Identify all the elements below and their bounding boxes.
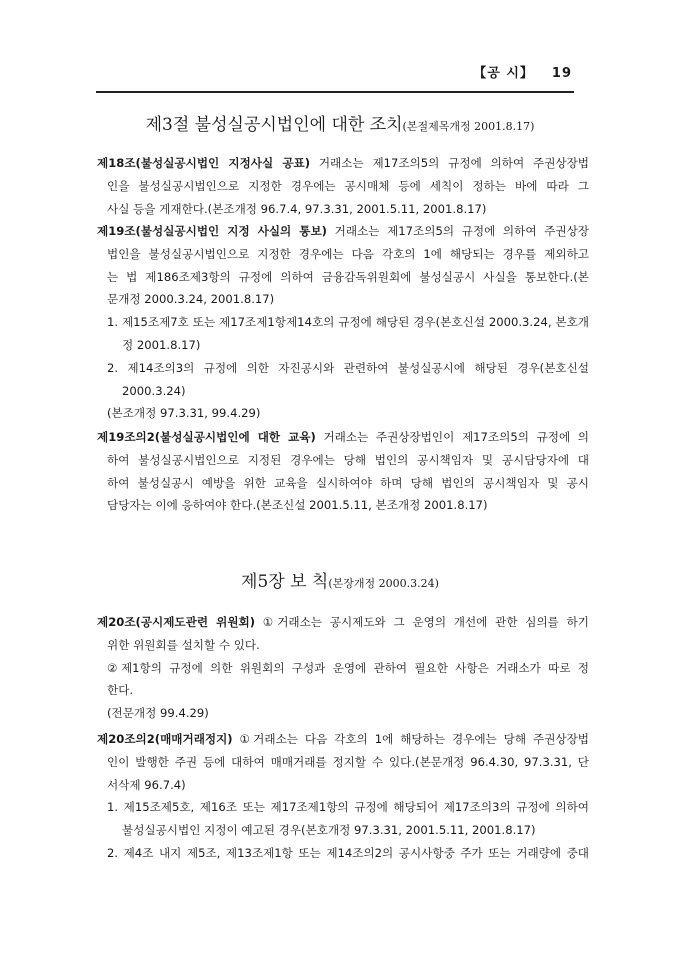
article-text: 하여 불성실공시 예방을 위한 교육을 실시하여야 하며 당해 법인의 공시책임자 및 공시 xyxy=(107,475,589,490)
article-text: 하여 불성실공시법인으로 지정된 경우에는 당해 법인의 공시책임자 및 공시담당자에 대 xyxy=(107,452,589,467)
article-heading: 제19조(불성실공시법인 지정 사실의 통보) xyxy=(97,224,327,238)
header-rule xyxy=(96,91,574,93)
list-item-cont: 2000.3.24) xyxy=(122,383,186,398)
amendment-note: (본조개정 97.3.31, 99.4.29) xyxy=(107,406,261,421)
header-section-label: 【공 시】 xyxy=(473,66,534,81)
article-text: 문개정 2000.3.24, 2001.8.17) xyxy=(107,292,275,307)
list-item: 2. 제14조의3의 규정에 의한 자진공시와 관련하여 불성실공시에 해당된 경우(본호신설 xyxy=(107,360,589,375)
article-heading: 제20조(공시제도관련 위원회) xyxy=(97,615,256,629)
article-20 xyxy=(97,611,589,725)
article-text: 거래소는 제17조의5의 규정에 의하여 주권상장법 xyxy=(310,156,589,170)
amendment-note: (전문개정 99.4.29) xyxy=(107,706,209,721)
page-number: 19 xyxy=(551,66,572,81)
chapter-title-main: 제5장 보 칙 xyxy=(241,572,329,592)
section-title-3 xyxy=(0,110,680,135)
article-18 xyxy=(97,152,589,220)
section-title-note: (본절제목개정 2001.8.17) xyxy=(402,120,535,133)
chapter-title-note: (본장개정 2000.3.24) xyxy=(328,577,439,590)
list-item: 1. 제15조제7호 또는 제17조제1항제14호의 규정에 해당된 경우(본호신설 2000.3.24, 본호개 xyxy=(107,315,589,330)
article-text: 사실 등을 게재한다.(본조개정 96.7.4, 97.3.31, 2001.5.11, 2001.8.17) xyxy=(107,201,487,216)
article-heading: 제18조(불성실공시법인 지정사실 공표) xyxy=(97,156,311,170)
article-text: 위한 위원회를 설치할 수 있다. xyxy=(107,637,260,652)
article-19 xyxy=(97,220,589,425)
section-title-main: 제3절 불성실공시법인에 대한 조치 xyxy=(145,115,403,135)
article-text: 한다. xyxy=(107,683,134,698)
list-item-cont: 불성실공시법인 지정이 예고된 경우(본호개정 97.3.31, 2001.5.11, 2001.8.17) xyxy=(122,823,536,838)
page-header xyxy=(473,62,572,81)
chapter-title-5 xyxy=(0,567,680,592)
list-item: 2. 제4조 내지 제5조, 제13조제1항 또는 제14조의2의 공시사항중 주가 또는 거래량에 중대 xyxy=(107,845,589,860)
article-text: 인이 발행한 주권 등에 대하여 매매거래를 정지할 수 있다.(본문개정 96.4.30, 97.3.31, 단 xyxy=(107,754,589,769)
article-heading: 제20조의2(매매거래정지) xyxy=(97,732,233,746)
list-item-cont: 정 2001.8.17) xyxy=(122,337,201,352)
article-text: ②제1항의 규정에 의한 위원회의 구성과 운영에 관하여 필요한 사항은 거래소가 따로 정 xyxy=(107,660,589,675)
article-text: 거래소는 제17조의5의 규정에 의하여 주권상장 xyxy=(326,224,589,238)
article-text: ①거래소는 다음 각호의 1에 해당하는 경우에는 당해 주권상장법 xyxy=(232,732,589,746)
article-text: ①거래소는 공시제도와 그 운영의 개선에 관한 심의를 하기 xyxy=(255,615,590,629)
article-text: 법인을 불성실공시법인으로 지정한 경우에는 다음 각호의 1에 해당되는 경우를 제외하고 xyxy=(107,246,589,261)
article-heading: 제19조의2(불성실공시법인에 대한 교육) xyxy=(97,430,316,444)
list-item: 1. 제15조제5호, 제16조 또는 제17조제1항의 규정에 해당되어 제17조의3의 규정에 의하여 xyxy=(107,800,589,815)
article-text: 는 법 제186조제3항의 규정에 의하여 금융감독위원회에 불성실공시 사실을 통보한다.(본 xyxy=(107,269,589,284)
article-text: 인을 불성실공시법인으로 지정한 경우에는 공시매체 등에 세칙이 정하는 바에 따라 그 xyxy=(107,178,589,193)
article-text: 서삭제 96.7.4) xyxy=(107,777,186,792)
article-text: 담당자는 이에 응하여야 한다.(본조신설 2001.5.11, 본조개정 2001.8.17) xyxy=(107,498,488,513)
article-19-2 xyxy=(97,426,589,517)
article-20-2 xyxy=(97,728,589,865)
article-text: 거래소는 주권상장법인이 제17조의5의 규정에 의 xyxy=(315,430,589,444)
